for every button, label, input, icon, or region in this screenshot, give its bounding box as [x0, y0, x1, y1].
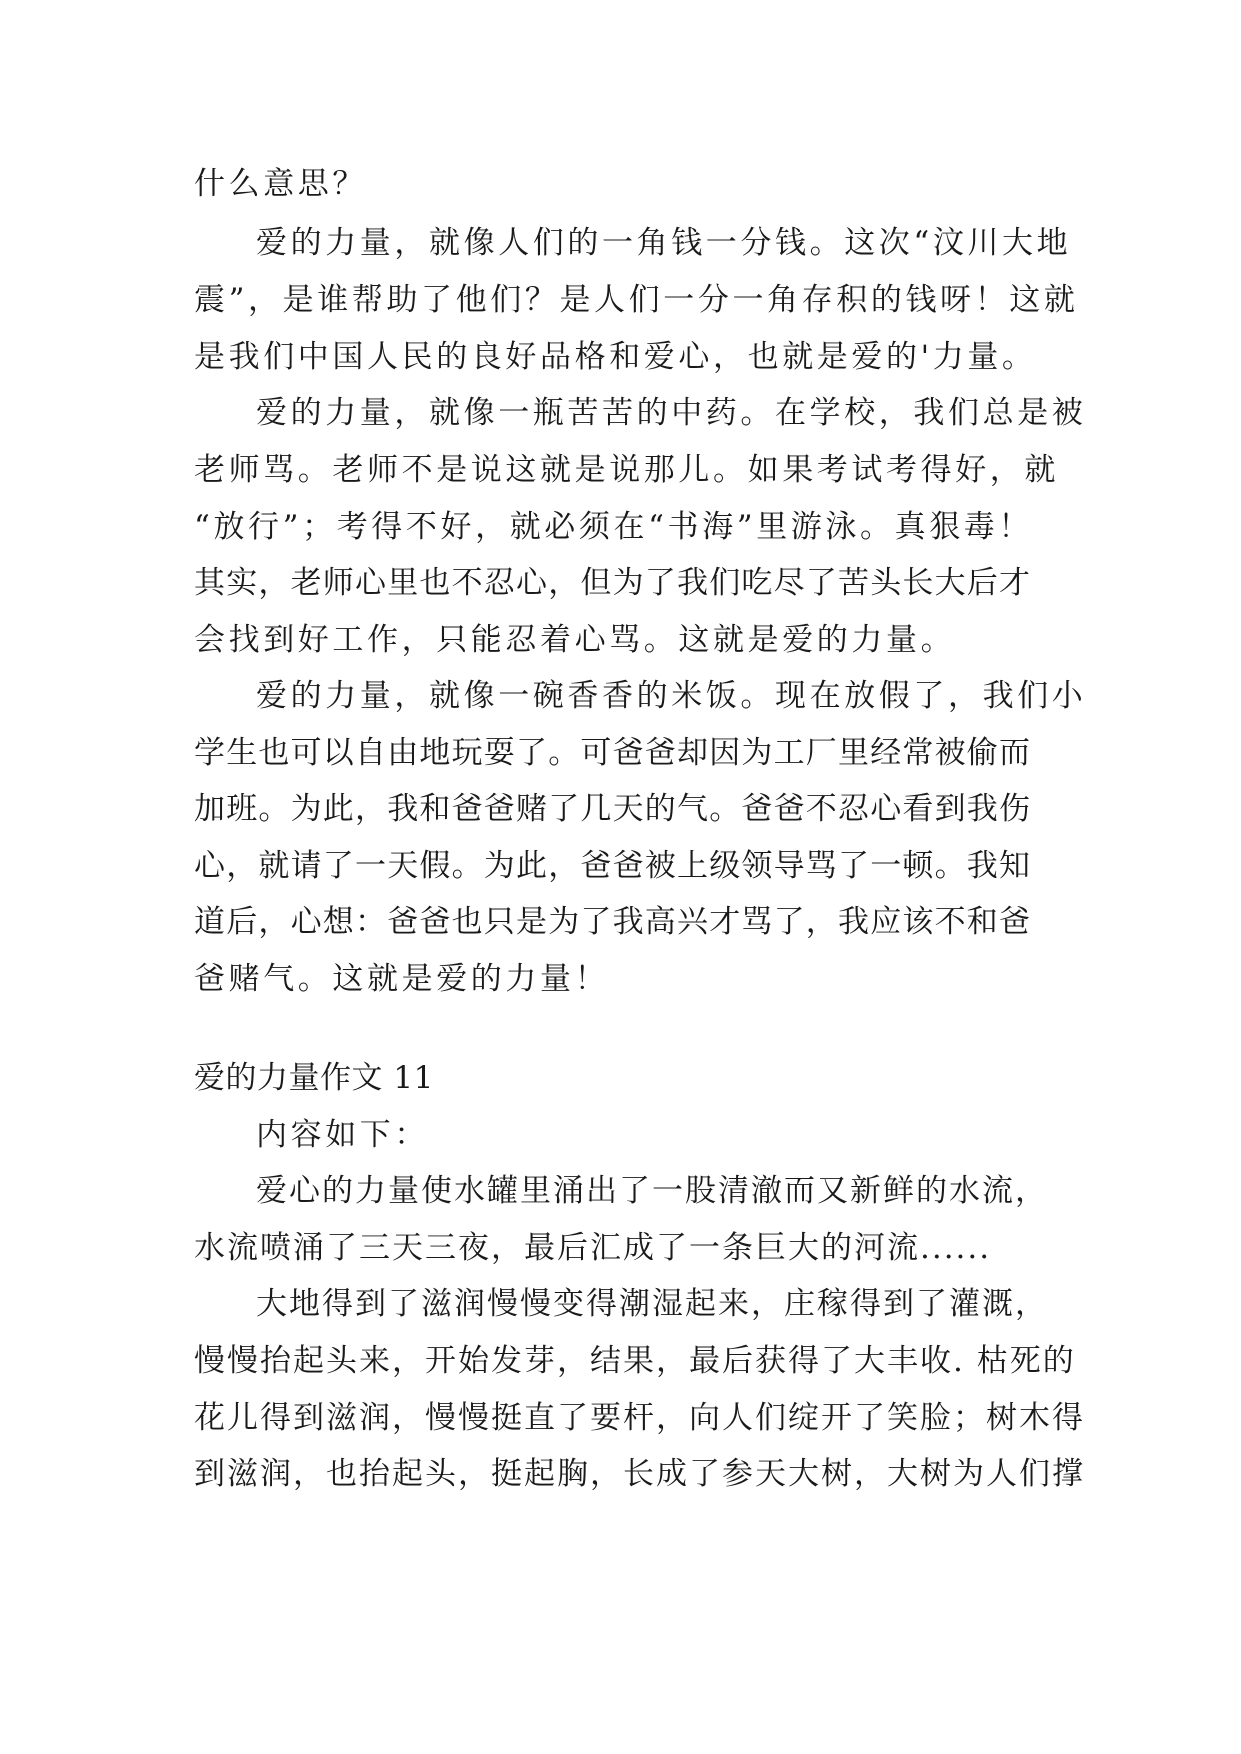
paragraph-first-line: 爱心的力量使水罐里涌出了一股清澈而又新鲜的水流， — [256, 1173, 1048, 1209]
text-line: 是我们中国人民的良好品格和爱心，也就是爱的'力量。 — [194, 339, 1037, 375]
text-line: 道后，心想：爸爸也只是为了我高兴才骂了，我应该不和爸 — [194, 904, 1032, 940]
text-line: 学生也可以自由地玩耍了。可爸爸却因为工厂里经常被偷而 — [194, 735, 1032, 771]
text-line: 爸赌气。这就是爱的力量！ — [194, 961, 610, 997]
paragraph-first-line: 内容如下： — [256, 1117, 429, 1153]
text-line: 其实，老师心里也不忍心，但为了我们吃尽了苦头长大后才 — [194, 565, 1032, 601]
text-line: 震”，是谁帮助了他们？是人们一分一角存积的钱呀！这就 — [194, 282, 1079, 318]
text-line: 老师骂。老师不是说这就是说那儿。如果考试考得好，就 — [194, 452, 1059, 488]
text-line: 花儿得到滋润，慢慢挺直了要杆，向人们绽开了笑脸；树木得 — [194, 1400, 1085, 1436]
paragraph-first-line: 爱的力量，就像一碗香香的米饭。现在放假了，我们小 — [256, 678, 1087, 714]
paragraph-first-line: 大地得到了滋润慢慢变得潮湿起来，庄稼得到了灌溉， — [256, 1286, 1048, 1322]
text-line: 会找到好工作，只能忍着心骂。这就是爱的力量。 — [194, 622, 956, 658]
text-line: 心，就请了一天假。为此，爸爸被上级领导骂了一顿。我知 — [194, 848, 1032, 884]
paragraph-first-line: 爱的力量，就像一瓶苦苦的中药。在学校，我们总是被 — [256, 395, 1087, 431]
text-line: 慢慢抬起头来，开始发芽，结果，最后获得了大丰收. 枯死的 — [194, 1343, 1076, 1379]
text-line: 什么意思？ — [194, 166, 367, 202]
text-line: 加班。为此，我和爸爸赌了几天的气。爸爸不忍心看到我伤 — [194, 791, 1032, 827]
text-line: 水流喷涌了三天三夜，最后汇成了一条巨大的河流...... — [194, 1230, 992, 1266]
text-line: 到滋润，也抬起头，挺起胸，长成了参天大树，大树为人们撑 — [194, 1456, 1085, 1492]
paragraph-first-line: 爱的力量，就像人们的一角钱一分钱。这次“汶川大地 — [256, 225, 1072, 261]
text-line: “放行”；考得不好，就必须在“书海”里游泳。真狠毒！ — [194, 509, 1033, 545]
section-heading: 爱的力量作文 11 — [194, 1060, 434, 1096]
